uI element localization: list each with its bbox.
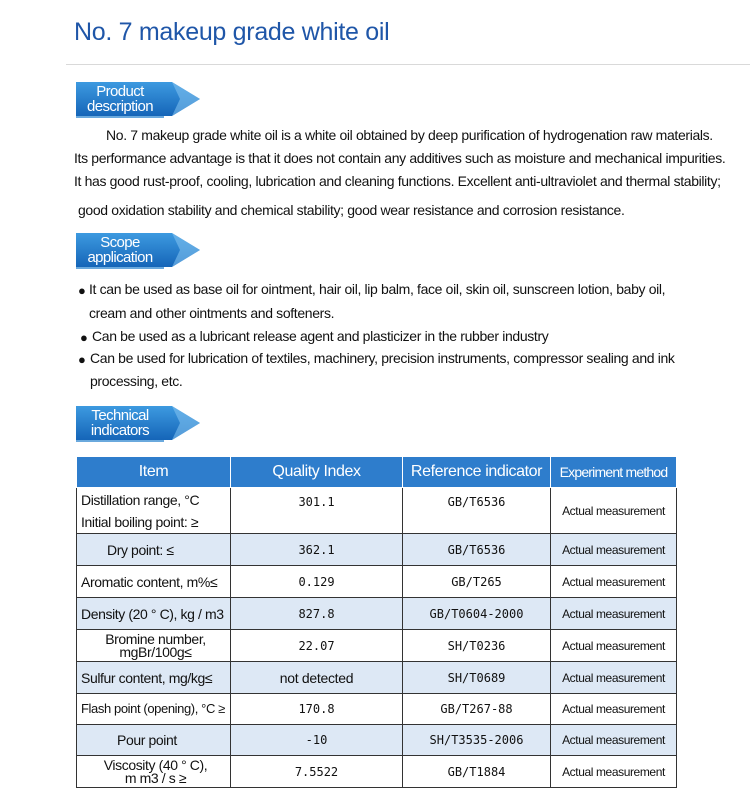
table-header-row — [77, 457, 677, 488]
cell-item: Bromine number, mgBr/100g≤ — [77, 630, 231, 662]
column-header-experiment-method: Experiment method — [551, 457, 677, 488]
product-text-line-3: It has good rust-proof, cooling, lubrication and cleaning functions. Excellent anti-ultraviolet and thermal stability; — [74, 173, 721, 189]
cell-quality: 22.07 — [231, 630, 403, 662]
cell-item: Aromatic content, m%≤ — [77, 566, 231, 598]
bullet-dot-icon: ● — [78, 283, 86, 298]
page-title: No. 7 makeup grade white oil — [74, 18, 390, 46]
table-row — [77, 725, 677, 756]
product-text-line-1: No. 7 makeup grade white oil is a white oil obtained by deep purification of hydrogenation raw materials. — [106, 127, 713, 143]
cell-quality: 827.8 — [231, 598, 403, 630]
cell-method: Actual measurement — [551, 566, 677, 598]
product-description-tag — [76, 82, 200, 120]
cell-reference: GB/T265 — [403, 566, 551, 598]
cell-method: Actual measurement — [551, 725, 677, 756]
table-row — [77, 488, 677, 534]
column-header-quality-index: Quality Index — [231, 457, 403, 488]
product-text-line-2: Its performance advantage is that it does not contain any additives such as moisture and mechanical impurities. — [74, 150, 726, 166]
cell-reference: SH/T0236 — [403, 630, 551, 662]
scope-item-3: Can be used for lubrication of textiles, machinery, precision instruments, compressor sealing and ink — [90, 350, 675, 366]
cell-item: Flash point (opening), °C ≥ — [77, 694, 231, 725]
cell-reference: GB/T6536 — [403, 534, 551, 566]
cell-method: Actual measurement — [551, 488, 677, 534]
column-header-reference-indicator: Reference indicator — [403, 457, 551, 488]
cell-reference: SH/T0689 — [403, 662, 551, 694]
cell-quality: not detected — [231, 662, 403, 694]
cell-method: Actual measurement — [551, 694, 677, 725]
bullet-dot-icon: ● — [80, 330, 88, 345]
cell-item: Viscosity (40 ° C), m m3 / s ≥ — [77, 756, 231, 788]
bullet-dot-icon: ● — [78, 352, 86, 367]
table-row — [77, 756, 677, 788]
scope-item-2: Can be used as a lubricant release agent and plasticizer in the rubber industry — [92, 328, 549, 344]
cell-reference: GB/T267-88 — [403, 694, 551, 725]
tag-label: Technical indicators — [90, 407, 150, 439]
cell-item: Distillation range, °C Initial boiling point: ≥ — [77, 488, 231, 534]
cell-reference: GB/T0604-2000 — [403, 598, 551, 630]
tag-label: Scope application — [87, 234, 153, 266]
cell-quality: -10 — [231, 725, 403, 756]
technical-indicators-tag — [76, 406, 200, 444]
cell-item: Dry point: ≤ — [77, 534, 231, 566]
column-header-item: Item — [77, 457, 231, 488]
cell-quality: 7.5522 — [231, 756, 403, 788]
cell-method: Actual measurement — [551, 662, 677, 694]
tag-label: Product description — [87, 83, 153, 115]
cell-item: Sulfur content, mg/kg≤ — [77, 662, 231, 694]
cell-method: Actual measurement — [551, 598, 677, 630]
table-row — [77, 534, 677, 566]
cell-quality: 0.129 — [231, 566, 403, 598]
table-row — [77, 694, 677, 725]
cell-quality: 301.1 — [231, 488, 403, 534]
table-row — [77, 662, 677, 694]
table-row — [77, 566, 677, 598]
scope-item-3-cont: processing, etc. — [90, 373, 183, 389]
title-divider — [66, 64, 750, 65]
cell-item: Pour point — [77, 725, 231, 756]
cell-reference: GB/T6536 — [403, 488, 551, 534]
table-row — [77, 598, 677, 630]
cell-item: Density (20 ° C), kg / m3 — [77, 598, 231, 630]
cell-method: Actual measurement — [551, 534, 677, 566]
scope-application-tag — [76, 233, 200, 271]
technical-indicators-table — [76, 456, 677, 788]
cell-method: Actual measurement — [551, 630, 677, 662]
cell-reference: GB/T1884 — [403, 756, 551, 788]
cell-reference: SH/T3535-2006 — [403, 725, 551, 756]
cell-method: Actual measurement — [551, 756, 677, 788]
product-text-line-4: good oxidation stability and chemical stability; good wear resistance and corrosion resistance. — [78, 202, 625, 218]
cell-quality: 170.8 — [231, 694, 403, 725]
cell-quality: 362.1 — [231, 534, 403, 566]
table-row — [77, 630, 677, 662]
scope-item-1: It can be used as base oil for ointment, hair oil, lip balm, face oil, skin oil, sunscreen lotion, baby oil, — [89, 281, 666, 297]
scope-item-1-cont: cream and other ointments and softeners. — [89, 305, 335, 321]
